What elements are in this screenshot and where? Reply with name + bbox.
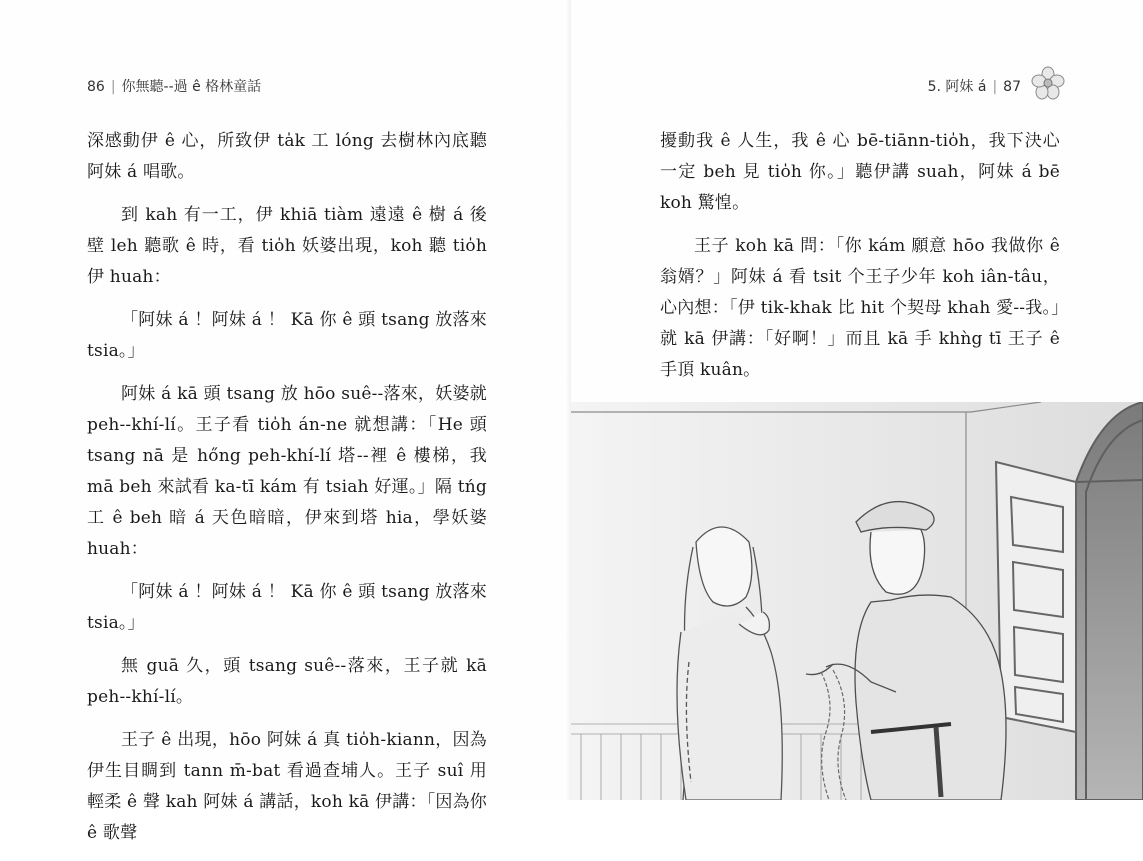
flower-icon (1031, 66, 1065, 100)
running-head-right (928, 76, 1021, 96)
page-number-left: 86 (87, 79, 105, 95)
chapter-title: 5. 阿妹 á (927, 79, 987, 95)
quote-paragraph: 「阿妹 á ！阿妹 á ！ Kā 你 ê 頭 tsang 放落來 tsia。」 (87, 310, 487, 361)
paragraph: 擾動我 ê 人生，我 ê 心 bē-tiānn-tio̍h，我下決心一定 beh 見 tio̍h 你。」聽伊講 suah，阿妹 á bē koh 驚惶。 (660, 131, 1060, 213)
left-page (0, 0, 571, 843)
separator: | (992, 79, 998, 95)
paragraph: 阿妹 á kā 頭 tsang 放 hōo suê--落來，妖婆就 peh--khí-lí。王子看 tio̍h án-ne 就想講：「He 頭 tsang nā 是 hőng peh-khí-lí 塔--裡 ê 樓梯，我 mā beh 來試看 ka-tī kám 有 tsiah 好運。」隔 tńg 工 ê beh 暗 á 天色暗暗，伊來到塔 hia，學妖婆 huah： (87, 384, 487, 559)
page-number-right: 87 (1003, 79, 1021, 95)
pencil-illustration (571, 402, 1143, 800)
window-shutter (996, 462, 1076, 732)
paragraph: 深感動伊 ê 心，所致伊 ta̍k 工 lóng 去樹林內底聽阿妹 á 唱歌。 (87, 131, 487, 182)
window (1076, 402, 1143, 800)
paragraph: 無 guā 久，頭 tsang suê--落來，王子就 kā peh--khí-lí。 (87, 656, 487, 707)
paragraph: 王子 koh kā 問：「你 kám 願意 hōo 我做你 ê 翁婿？」阿妹 á 看 tsit 个王子少年 koh iân-tâu，心內想：「伊 tik-khak 比 hit 个契母 khah 愛--我。」就 kā 伊講：「好啊！」而且 kā 手 khǹg tī 王子 ê 手頂 kuân。 (660, 236, 1060, 380)
book-title: 你無聽--過 ê 格林童話 (121, 79, 262, 95)
paragraph: 到 kah 有一工，伊 khiā tiàm 遠遠 ê 樹 á 後壁 leh 聽歌 ê 時，看 tio̍h 妖婆出現，koh 聽 tio̍h 伊 huah： (87, 205, 487, 287)
body-text-left (87, 126, 487, 861)
body-text-right (660, 126, 1060, 398)
separator: | (110, 79, 116, 95)
quote-paragraph: 「阿妹 á ！阿妹 á ！ Kā 你 ê 頭 tsang 放落來 tsia。」 (87, 582, 487, 633)
running-head-left (87, 76, 261, 96)
paragraph: 王子 ê 出現，hōo 阿妹 á 真 tio̍h-kiann，因為伊生目睭到 tann m̄-bat 看過查埔人。王子 suî 用輕柔 ê 聲 kah 阿妹 á 講話，koh kā 伊講：「因為你 ê 歌聲 (87, 730, 487, 843)
